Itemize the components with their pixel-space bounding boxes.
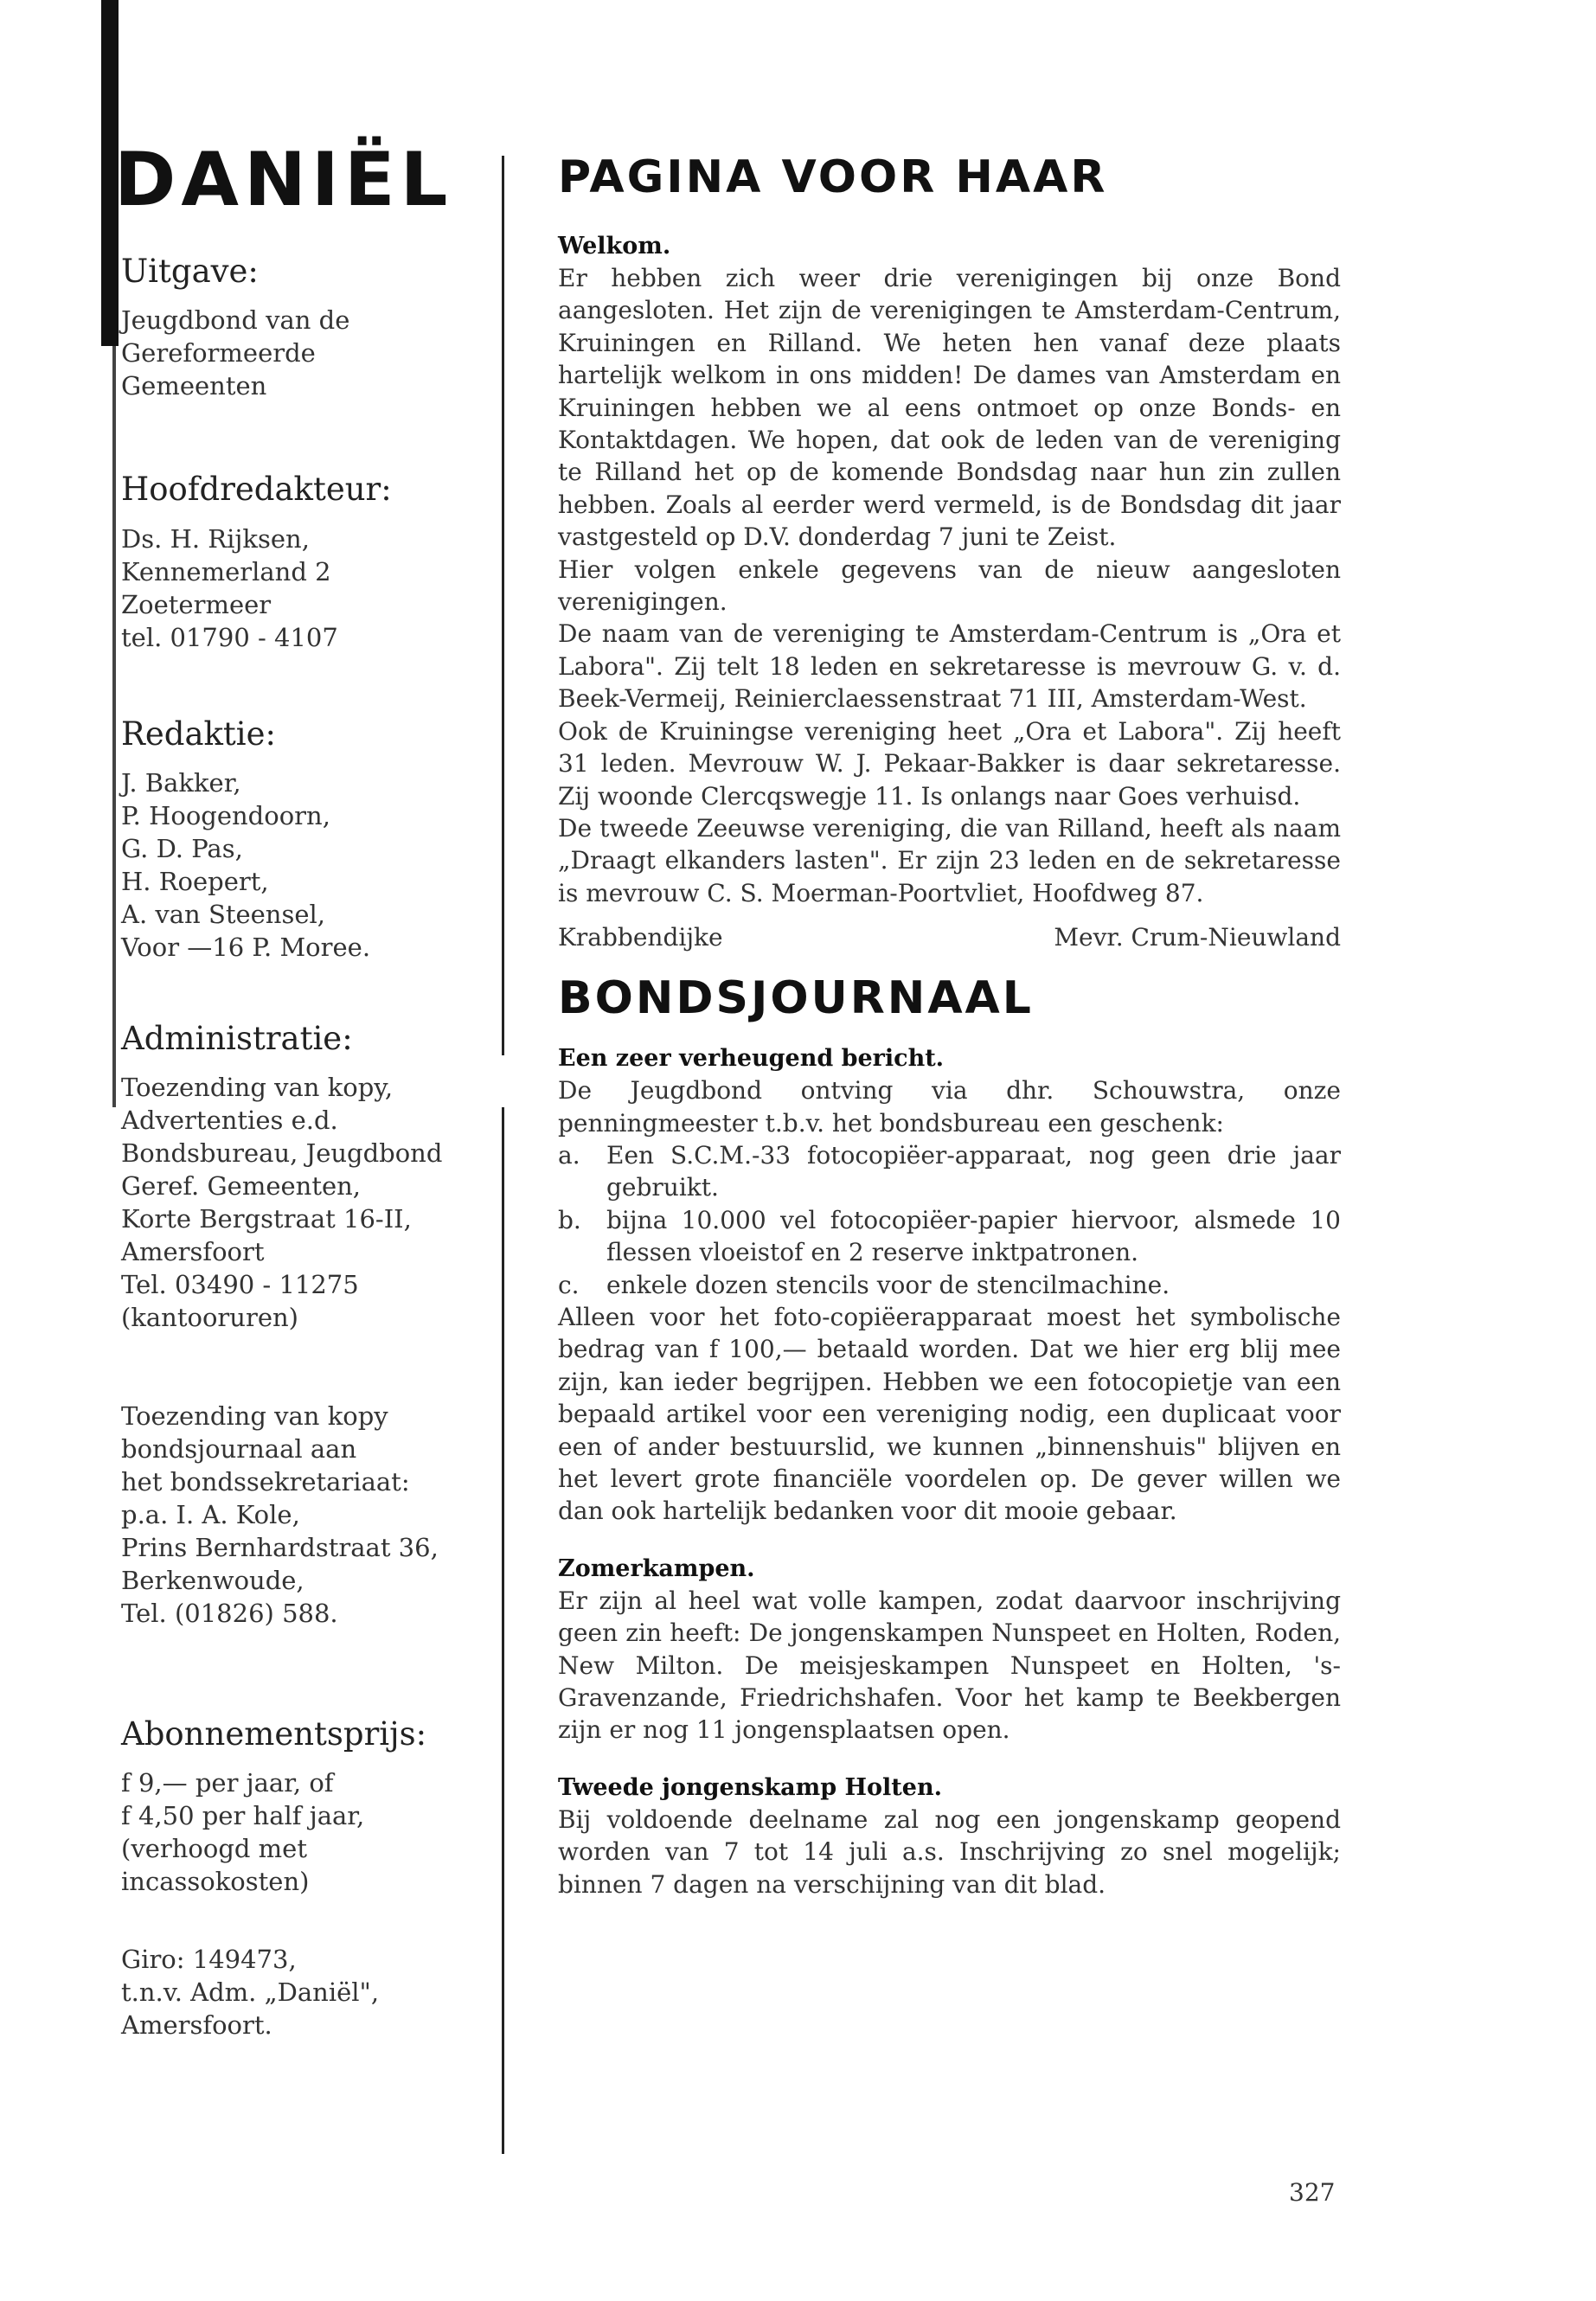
administratie-line: Korte Bergstraat 16-II, xyxy=(121,1204,412,1234)
uitgave-line: Gereformeerde xyxy=(121,338,316,369)
administratie-line: Tel. 03490 - 11275 xyxy=(121,1270,359,1299)
welkom-paragraph: De naam van de vereniging te Amsterdam-Centrum is „Ora et Labora". Zij telt 18 leden en sekretaresse is mevrouw G. v. d. Beek-Vermeij, Reinierclaessenstraat 71 III, Amsterdam-West. xyxy=(558,619,1341,714)
abonnement-line: (verhoogd met xyxy=(121,1834,307,1864)
list-item xyxy=(558,1139,1341,1204)
hoofdredakteur-line: Kennemerland 2 xyxy=(121,556,331,586)
masthead-title: DANIËL xyxy=(114,137,453,223)
bericht-closing: Alleen voor het foto-copiëerapparaat moest het symbolische bedrag van f 100,— betaald worden. Dat we hier erg blij mee zijn, kan ieder begrijpen. Hebben we een fotocopietje van een bepaald artikel voor een vereniging nodig, een duplicaat voor een of ander bestuurslid, we kunnen „binnenshuis" blijven en het levert grote financiële voordelen op. De gever willen we dan ook hartelijk bedanken voor dit mooie gebaar. xyxy=(558,1302,1341,1526)
administratie-line: Advertenties e.d. xyxy=(121,1106,338,1135)
redaktie-line: G. D. Pas, xyxy=(121,833,243,863)
administratie-line: Geref. Gemeenten, xyxy=(121,1171,362,1201)
hoofdredakteur-line: Zoetermeer xyxy=(121,589,272,619)
kopy-line: het bondssekretariaat: xyxy=(121,1467,410,1497)
kopy-line: bondsjournaal aan xyxy=(121,1434,357,1464)
signoff-name: Mevr. Crum-Nieuwland xyxy=(1054,923,1341,952)
kopy-line: Prins Bernhardstraat 36, xyxy=(121,1533,439,1562)
zomerkampen-text: Er zijn al heel wat volle kampen, zodat daarvoor inschrijving geen zin heeft: De jongenskampen Nunspeet en Holten, Roden, New Milton. De meisjeskampen Nunspeet en Holten, 's-Gravenzande, Friedrichshafen. Voor het kamp te Beekbergen zijn er nog 11 jongensplaatsen open. xyxy=(558,1586,1341,1745)
abonnement-heading: Abonnementsprijs: xyxy=(121,1715,427,1753)
list-text: Een S.C.M.-33 fotocopiëer-apparaat, nog geen drie jaar gebruikt. xyxy=(606,1140,1341,1202)
abonnement-block xyxy=(121,1715,493,1898)
hoofdredakteur-heading: Hoofdredakteur: xyxy=(121,471,392,509)
list-item xyxy=(558,1204,1341,1269)
signoff-place: Krabbendijke xyxy=(558,923,723,952)
redaktie-block xyxy=(121,715,493,964)
uitgave-lines xyxy=(121,304,493,402)
abonnement-line: incassokosten) xyxy=(121,1867,310,1897)
uitgave-block xyxy=(121,252,493,402)
administratie-line: Amersfoort xyxy=(121,1237,265,1266)
giro-block xyxy=(121,1943,493,2041)
hoofdredakteur-block xyxy=(121,470,493,653)
giro-line: t.n.v. Adm. „Daniël", xyxy=(121,1977,380,2008)
column-rule xyxy=(502,1107,504,2154)
redaktie-heading: Redaktie: xyxy=(121,715,276,753)
redaktie-line: Voor —16 P. Moree. xyxy=(121,932,371,962)
welkom-paragraph: Hier volgen enkele gegevens van de nieuw aangesloten verenigingen. xyxy=(558,554,1341,617)
administratie-block xyxy=(121,1019,493,1334)
redaktie-line: J. Bakker, xyxy=(121,767,241,798)
kopy-line: p.a. I. A. Kole, xyxy=(121,1500,300,1529)
kopy-block xyxy=(121,1400,493,1630)
administratie-lines xyxy=(121,1071,493,1334)
list-item xyxy=(558,1269,1341,1301)
redaktie-line: P. Hoogendoorn, xyxy=(121,800,330,830)
giro-lines xyxy=(121,1943,493,2041)
redaktie-lines xyxy=(121,766,493,964)
list-marker: a. xyxy=(558,1140,580,1170)
uitgave-line: Jeugdbond van de xyxy=(121,305,350,336)
kopy-line: Toezending van kopy xyxy=(121,1401,388,1431)
welkom-paragraph: Er hebben zich weer drie verenigingen bij onze Bond aangesloten. Het zijn de verenigingen te Amsterdam-Centrum, Kruiningen en Rilland. We heten hen vanaf deze plaats hartelijk welkom in ons midden! De dames van Amsterdam en Kruiningen hebben we al eens ontmoet op onze Bonds- en Kontaktdagen. We hopen, dat ook de leden van de vereniging te Rilland het op de komende Bondsdag naar hun zin zullen hebben. Zoals al eerder werd vermeld, is de Bondsdag dit jaar vastgesteld op D.V. donderdag 7 juni te Zeist. xyxy=(558,264,1341,552)
list-text: bijna 10.000 vel fotocopiëer-papier hiervoor, alsmede 10 flessen vloeistof en 2 reserve inktpatronen. xyxy=(606,1205,1341,1267)
hoofdredakteur-lines xyxy=(121,522,493,654)
giro-line: Amersfoort. xyxy=(121,2010,272,2041)
bericht-heading: Een zeer verheugend bericht. xyxy=(558,1045,945,1073)
uitgave-heading: Uitgave: xyxy=(121,253,259,290)
colophon-column xyxy=(114,137,493,2041)
hoofdredakteur-line: tel. 01790 - 4107 xyxy=(121,622,338,652)
welkom-heading: Welkom. xyxy=(558,233,671,260)
abonnement-lines xyxy=(121,1766,493,1898)
administratie-heading: Administratie: xyxy=(121,1019,353,1057)
zomerkampen-heading: Zomerkampen. xyxy=(558,1554,755,1582)
holten-text: Bij voldoende deelname zal nog een jongenskamp geopend worden van 7 tot 14 juli a.s. Inschrijving zo snel mogelijk; binnen 7 dagen na verschijning van dit blad. xyxy=(558,1804,1341,1899)
uitgave-line: Gemeenten xyxy=(121,371,267,401)
kopy-line: Tel. (01826) 588. xyxy=(121,1599,338,1628)
abonnement-line: f 4,50 per half jaar, xyxy=(121,1801,365,1831)
column-rule xyxy=(502,156,504,1055)
administratie-line: (kantooruren) xyxy=(121,1303,298,1332)
bericht-intro: De Jeugdbond ontving via dhr. Schouwstra, onze penningmeester t.b.v. het bondsbureau een geschenk: xyxy=(558,1076,1341,1138)
signoff xyxy=(558,921,1341,953)
redaktie-line: A. van Steensel, xyxy=(121,899,326,929)
administratie-line: Bondsbureau, Jeugdbond xyxy=(121,1138,443,1168)
kopy-line: Berkenwoude, xyxy=(121,1566,304,1595)
redaktie-line: H. Roepert, xyxy=(121,866,269,896)
kopy-lines xyxy=(121,1400,493,1630)
list-marker: b. xyxy=(558,1205,581,1234)
administratie-line: Toezending van kopy, xyxy=(121,1073,394,1102)
page-number: 327 xyxy=(1289,2178,1336,2207)
holten-heading: Tweede jongenskamp Holten. xyxy=(558,1773,942,1801)
pagina-voor-haar-title: PAGINA VOOR HAAR xyxy=(558,151,1108,203)
article-column xyxy=(558,143,1341,1900)
list-marker: c. xyxy=(558,1270,580,1299)
hoofdredakteur-line: Ds. H. Rijksen, xyxy=(121,523,310,554)
abonnement-line: f 9,— per jaar, of xyxy=(121,1768,334,1798)
giro-line: Giro: 149473, xyxy=(121,1945,297,1975)
edge-bar-thin xyxy=(112,346,116,1107)
welkom-paragraph: Ook de Kruiningse vereniging heet „Ora et Labora". Zij heeft 31 leden. Mevrouw W. J. Pekaar-Bakker is daar sekretaresse. Zij woonde Clercqswegje 11. Is onlangs naar Goes verhuisd. xyxy=(558,716,1341,811)
list-text: enkele dozen stencils voor de stencilmachine. xyxy=(606,1270,1170,1299)
welkom-paragraph: De tweede Zeeuwse vereniging, die van Rilland, heeft als naam „Draagt elkanders lasten". Er zijn 23 leden en de sekretaresse is mevrouw C. S. Moerman-Poortvliet, Hoofdweg 87. xyxy=(558,813,1341,907)
bondsjournaal-title: BONDSJOURNAAL xyxy=(558,972,1034,1025)
